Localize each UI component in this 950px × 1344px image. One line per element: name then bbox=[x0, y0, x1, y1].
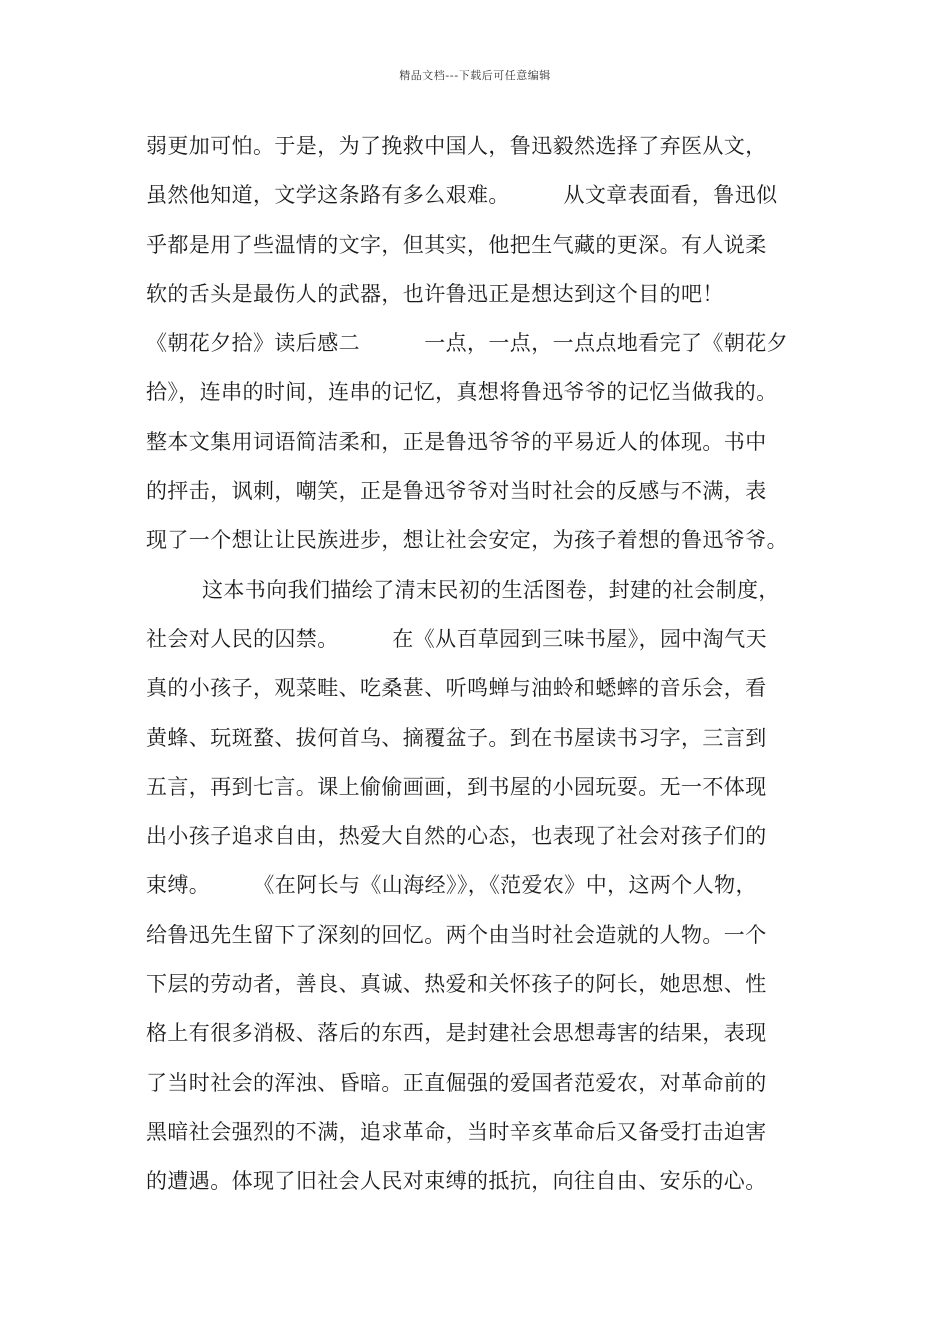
text-line: 现了一个想让让民族进步，想让社会安定，为孩子着想的鲁迅爷爷。 bbox=[146, 528, 788, 553]
text-line: 了当时社会的浑浊、昏暗。正直倔强的爱国者范爱农，对革命前的 bbox=[146, 1070, 767, 1095]
text-line: 束缚。 《在阿长与《山海经》》，《范爱农》中，这两个人物， bbox=[146, 873, 757, 898]
text-line: 虽然他知道，文学这条路有多么艰难。 从文章表面看，鲁迅似 bbox=[146, 183, 778, 208]
text-line: 的遭遇。体现了旧社会人民对束缚的抵抗，向往自由、安乐的心。 bbox=[146, 1169, 767, 1194]
page-header: 精品文档---下载后可任意编辑 bbox=[399, 69, 551, 82]
text-line: 软的舌头是最伤人的武器，也许鲁迅正是想达到这个目的吧！ bbox=[146, 281, 724, 306]
text-line: 拾》，连串的时间，连串的记忆，真想将鲁迅爷爷的记忆当做我的。 bbox=[146, 380, 778, 405]
text-line: 乎都是用了些温情的文字，但其实，他把生气藏的更深。有人说柔 bbox=[146, 232, 767, 257]
text-line: 的抨击，讽刺，嘲笑，正是鲁迅爷爷对当时社会的反感与不满，表 bbox=[146, 479, 767, 504]
body-text bbox=[146, 128, 826, 1213]
paragraph-start-line: 这本书向我们描绘了清末民初的生活图卷，封建的社会制度， bbox=[202, 577, 780, 602]
text-line: 五言，再到七言。课上偷偷画画，到书屋的小园玩耍。无一不体现 bbox=[146, 774, 767, 799]
text-line: 《朝花夕拾》读后感二 一点，一点，一点点地看完了《朝花夕 bbox=[146, 331, 788, 356]
text-line: 社会对人民的囚禁。 在《从百草园到三味书屋》，园中淘气天 bbox=[146, 626, 767, 651]
text-line: 格上有很多消极、落后的东西，是封建社会思想毒害的结果，表现 bbox=[146, 1021, 767, 1046]
text-line: 黄蜂、玩斑蝥、拔何首乌、摘覆盆子。到在书屋读书习字，三言到 bbox=[146, 725, 767, 750]
text-line: 真的小孩子，观菜畦、吃桑葚、听鸣蝉与油蛉和蟋蟀的音乐会，看 bbox=[146, 676, 767, 701]
text-line: 整本文集用词语简洁柔和，正是鲁迅爷爷的平易近人的体现。书中 bbox=[146, 429, 767, 454]
text-line: 出小孩子追求自由，热爱大自然的心态，也表现了社会对孩子们的 bbox=[146, 824, 767, 849]
text-line: 给鲁迅先生留下了深刻的回忆。两个由当时社会造就的人物。一个 bbox=[146, 922, 767, 947]
text-line: 弱更加可怕。于是，为了挽救中国人，鲁迅毅然选择了弃医从文， bbox=[146, 134, 767, 158]
text-line: 下层的劳动者，善良、真诚、热爱和关怀孩子的阿长，她思想、性 bbox=[146, 972, 767, 997]
text-line: 黑暗社会强烈的不满，追求革命，当时辛亥革命后又备受打击迫害 bbox=[146, 1119, 767, 1144]
